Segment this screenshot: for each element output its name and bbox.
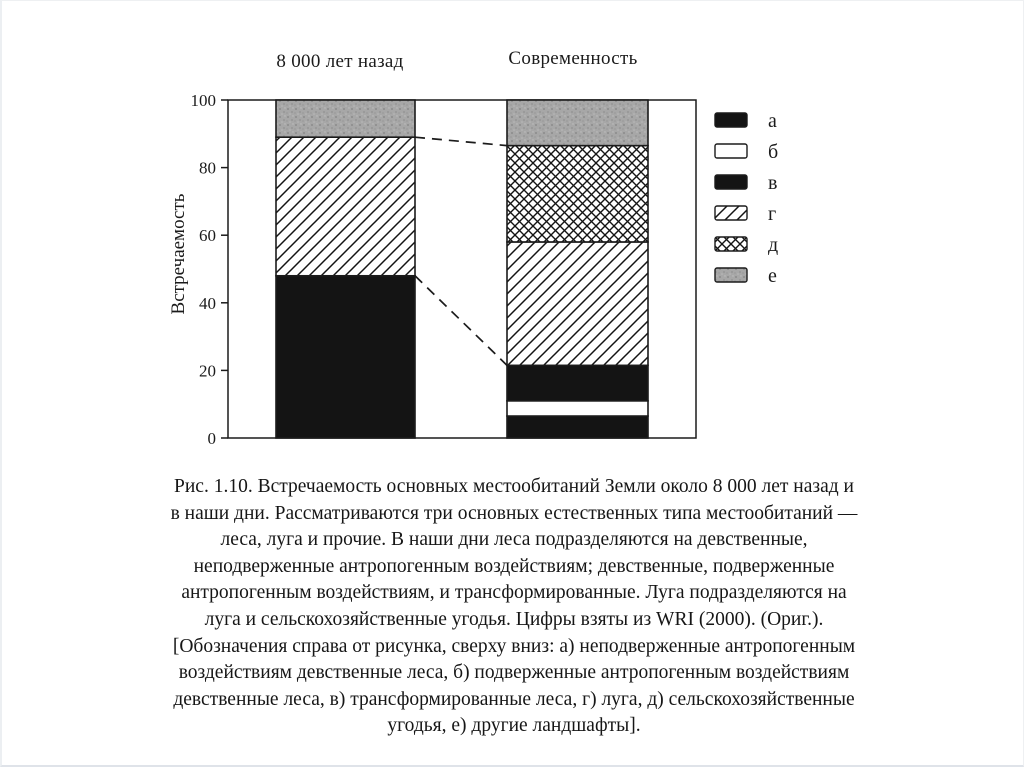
- caption-line: [Обозначения справа от рисунка, сверху вниз: а) неподверженные антропогенным: [172, 635, 856, 657]
- bar-segment-е: [276, 100, 415, 137]
- column-title-present: Современность: [508, 48, 638, 69]
- bar-segment-д: [507, 146, 648, 242]
- caption-line: девственные леса, в) трансформированные леса, г) луга, д) сельскохозяйственные: [173, 688, 855, 710]
- y-tick-label: 20: [199, 361, 216, 381]
- legend-swatch-white-icon: [715, 144, 747, 158]
- legend-swatch-solid-icon: [715, 113, 747, 127]
- bar-segment-а: [276, 276, 415, 438]
- connector-line: [415, 137, 507, 145]
- legend-label: б: [768, 141, 779, 163]
- bar-segment-г: [276, 137, 415, 276]
- y-tick-label: 60: [199, 226, 216, 246]
- legend-label: д: [768, 234, 779, 256]
- y-axis-label: Встречаемость: [168, 193, 189, 315]
- legend-label: а: [768, 110, 777, 132]
- bar-segment-а: [507, 416, 648, 438]
- y-tick-label: 0: [207, 429, 216, 448]
- legend-swatch-stipple-icon: [715, 268, 747, 282]
- bar-segment-б: [507, 401, 648, 416]
- bar-segment-в: [507, 365, 648, 400]
- caption-line: угодья, е) другие ландшафты].: [387, 715, 641, 737]
- figure-caption: [2, 474, 1024, 740]
- caption-line: антропогенным воздействиям, и трансформированные. Луга подразделяются на: [181, 582, 847, 604]
- legend-swatch-hatch-icon: [715, 206, 747, 220]
- bar-segment-г: [507, 242, 648, 365]
- legend-swatch-solid-icon: [715, 175, 747, 189]
- legend-label: в: [768, 172, 778, 194]
- connector-line: [415, 276, 507, 366]
- y-tick-label: 80: [199, 158, 216, 178]
- legend-swatch-cross-icon: [715, 237, 747, 251]
- caption-line: Рис. 1.10. Встречаемость основных местообитаний Земли около 8 000 лет назад и: [174, 476, 854, 497]
- column-title-past: 8 000 лет назад: [276, 51, 404, 72]
- caption-line: леса, луга и прочие. В наши дни леса подразделяются на девственные,: [220, 529, 808, 551]
- stacked-bar-chart: [182, 91, 842, 463]
- caption-line: неподверженные антропогенным воздействиям; девственные, подверженные: [193, 555, 835, 577]
- legend-label: е: [768, 265, 777, 287]
- y-tick-label: 100: [190, 91, 216, 110]
- caption-line: луга и сельскохозяйственные угодья. Цифры взяты из WRI (2000). (Ориг.).: [204, 608, 824, 630]
- y-tick-label: 40: [199, 293, 216, 313]
- caption-line: воздействиям девственные леса, б) подверженные антропогенным воздействиям: [178, 662, 850, 684]
- bar-segment-е: [507, 100, 648, 146]
- caption-line: в наши дни. Рассматриваются три основных естественных типа местообитаний —: [170, 502, 858, 524]
- legend-label: г: [768, 203, 777, 225]
